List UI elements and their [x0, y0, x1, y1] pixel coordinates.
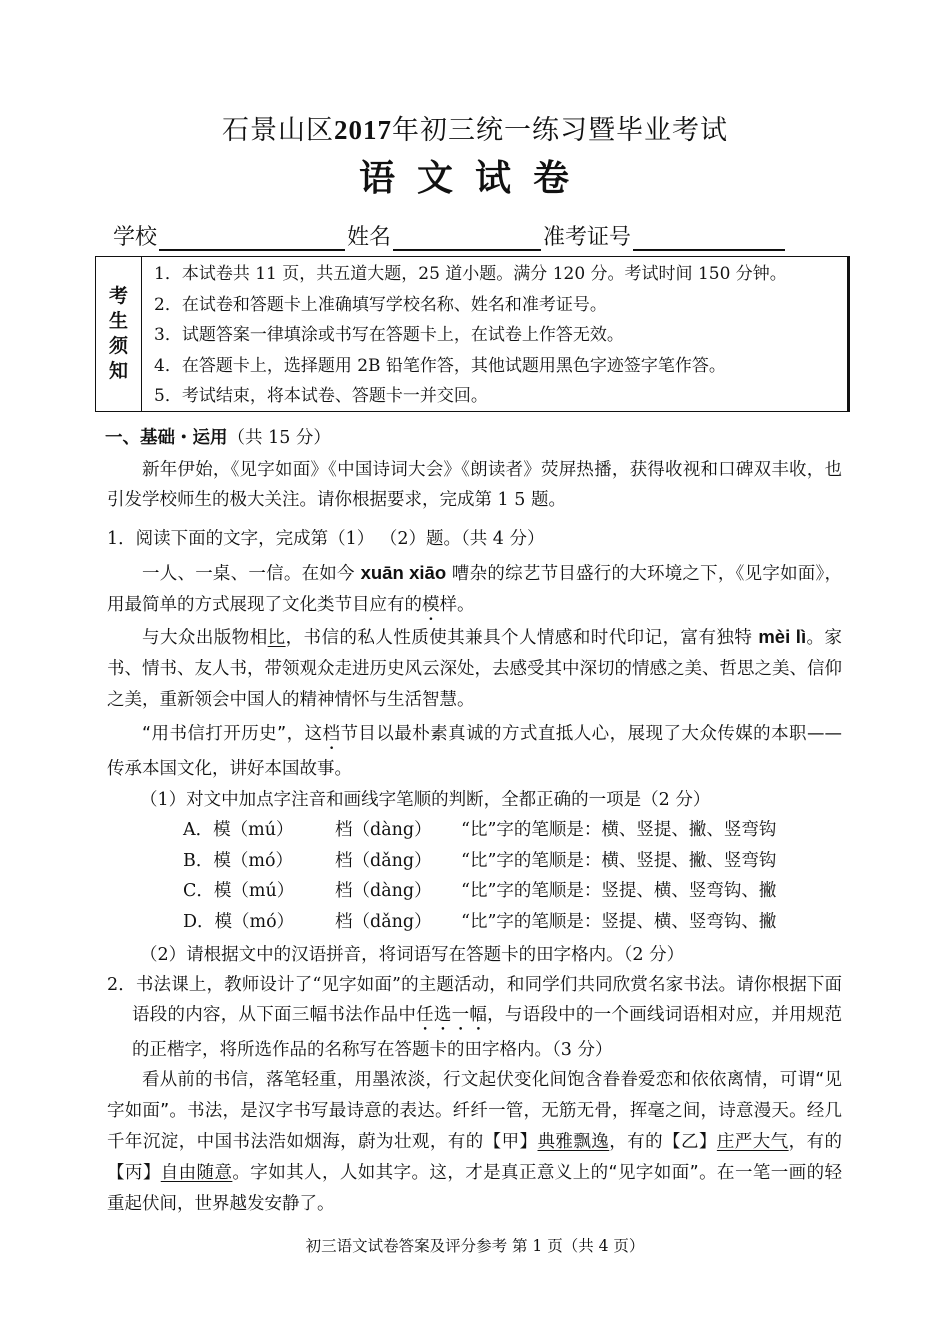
option-a-mo: A．模（mú） [183, 820, 294, 840]
option-d-dang: 档（dǎng） [335, 911, 432, 932]
q1-passage-paragraph-1 [107, 557, 842, 625]
option-b-dang: 档（dǎng） [335, 850, 432, 871]
passage-text: 与大众出版物相 [142, 628, 268, 648]
passage-text: 。字如其人，人如其字。这，才是真正意义上的“见字如面”。在一笔一画的轻重起伏间，世界越发安静了。 [107, 1163, 843, 1214]
pinyin-meili: mèi lì [758, 626, 807, 647]
passage-text: 节目以最朴素真诚的方式直抵人心，展现了大众传媒的本职——传承本国文化，讲好本国故事。 [107, 724, 843, 779]
q1-options [183, 815, 776, 937]
student-id-line [113, 220, 787, 251]
notice-label [96, 257, 142, 411]
dotted-char-dang: 档 [322, 724, 341, 744]
option-b-mo: B．模（mó） [183, 850, 293, 871]
q1-sub-question-1: （1）对文中加点字注音和画线字笔顺的判断，全都正确的一项是（2 分） [140, 790, 711, 810]
q2-passage [107, 1065, 842, 1220]
passage-text: “用书信打开历史”，这 [142, 724, 323, 744]
dotted-phrase-renxuanyifu: 任选一幅 [416, 1005, 488, 1025]
notice-item: 4．在答题卡上，选择题用 2B 铅笔作答，其他试题用黑色字迹签字笔作答。 [154, 355, 726, 376]
option-a-dang: 档（dàng） [335, 820, 432, 840]
passage-text: ，有的【乙】 [609, 1132, 717, 1152]
notice-item: 3．试题答案一律填涂或书写在答题卡上，在试卷上作答无效。 [154, 325, 624, 345]
option-a[interactable] [183, 815, 776, 846]
question-1-stem: 1．阅读下面的文字，完成第（1） （2）题。（共 4 分） [107, 529, 545, 549]
option-c-mo: C．模（mú） [183, 881, 295, 901]
name-blank[interactable] [393, 225, 541, 251]
q2-stem-text [107, 970, 842, 1065]
passage-text: 一人、一桌、一信。在如今 [142, 564, 361, 584]
pinyin-xuanxiao: xuān xiāo [360, 562, 447, 583]
exam-header [0, 108, 950, 147]
passage-text: 嘈杂的综艺节目盛行的大环境之下，《见字如面》，用最简单的方式展现了文化类节目应有的 [107, 564, 843, 615]
passage-text: 样。 [439, 595, 475, 615]
notice-char: 须 [108, 335, 128, 357]
option-b-stroke: “比”字的笔顺是：横、竖提、撇、竖弯钩 [461, 850, 777, 871]
notice-char: 生 [108, 310, 128, 332]
section-heading [105, 424, 331, 449]
underlined-char-bi: 比 [267, 628, 286, 648]
option-c[interactable] [183, 876, 776, 907]
option-c-stroke: “比”字的笔顺是：竖提、横、竖弯钩、撇 [461, 881, 777, 901]
passage-text: 。家书、情书、友人书，带领观众走进历史风云深处，去感受其中深切的情感之美、哲思之美、信仰之美，重新领会中国人的精神情怀与生活智慧。 [107, 628, 842, 710]
q2-stem-part: ，与语段中的一个画线词语相对应，并用规范的正楷字，将所选作品的名称写在答题卡的田字格内。（3 分） [132, 1005, 843, 1060]
school-label: 学校 [113, 225, 158, 250]
header-title-post: 年初三统一练习暨毕业考试 [392, 115, 728, 146]
header-year: 2017 [334, 115, 392, 145]
q2-stem-part: 2．书法课上，教师设计了“见字如面”的主题活动，和同学们共同欣赏名家书法。请你根据下面语段的内容，从下面三幅书法作品中 [107, 975, 842, 1025]
q1-sub-question-2: （2）请根据文中的汉语拼音，将词语写在答题卡的田字格内。（2 分） [140, 945, 685, 965]
notice-item: 1．本试卷共 11 页，共五道大题，25 道小题。满分 120 分。考试时间 150 分钟。 [154, 264, 787, 284]
q1-passage-paragraph-2 [107, 621, 842, 716]
notice-item: 5．考试结束，将本试卷、答题卡一并交回。 [154, 386, 488, 406]
underlined-phrase-bing: 自由随意 [160, 1163, 233, 1183]
exam-no-label: 准考证号 [543, 225, 632, 250]
notice-char: 知 [108, 360, 128, 382]
question-2-stem [107, 970, 842, 1065]
section-intro: 新年伊始，《见字如面》《中国诗词大会》《朗读者》荧屏热播，获得收视和口碑双丰收，也引发学校师生的极大关注。请你根据要求，完成第 1 5 题。 [107, 460, 842, 510]
header-title-pre: 石景山区 [222, 115, 334, 146]
underlined-phrase-yi: 庄严大气 [716, 1132, 789, 1152]
passage-text: 看从前的书信，落笔轻重，用墨浓淡，行文起伏变化间饱含眷眷爱恋和依依离情，可谓“见字如面”。书法，是汉字书写最诗意的表达。纤纤一管，无筋无骨，挥毫之间，诗意漫天。经几千年沉淀，中国书法浩如烟海，蔚为壮观，有的【甲】 [107, 1070, 842, 1152]
option-a-stroke: “比”字的笔顺是：横、竖提、撇、竖弯钩 [461, 820, 777, 840]
page-footer: 初三语文试卷答案及评分参考 第 1 页（共 4 页） [305, 1237, 645, 1255]
option-b[interactable] [183, 846, 776, 877]
notice-char: 考 [108, 285, 128, 307]
notice-item: 2．在试卷和答题卡上准确填写学校名称、姓名和准考证号。 [154, 294, 607, 315]
notice-list [154, 259, 787, 412]
school-blank[interactable] [159, 225, 345, 251]
option-d-mo: D．模（mó） [183, 911, 295, 932]
option-d-stroke: “比”字的笔顺是：竖提、横、竖弯钩、撇 [461, 911, 777, 932]
dotted-char-mo: 模 [422, 595, 440, 615]
option-c-dang: 档（dàng） [335, 881, 432, 901]
name-label: 姓名 [347, 225, 392, 250]
option-d[interactable] [183, 907, 776, 938]
section-points: （共 15 分） [227, 428, 331, 448]
exam-notice-box [95, 256, 850, 412]
section-title: 一、基础・运用 [105, 428, 228, 448]
exam-no-blank[interactable] [633, 225, 785, 251]
passage-text: ，书信的私人性质使其兼具个人情感和时代印记，富有独特 [285, 628, 759, 648]
subject-title: 语文试卷 [358, 158, 591, 199]
underlined-phrase-jia: 典雅飘逸 [537, 1132, 610, 1152]
passage-text: ，有的【丙】 [107, 1132, 842, 1183]
q1-passage-paragraph-3 [107, 719, 842, 785]
